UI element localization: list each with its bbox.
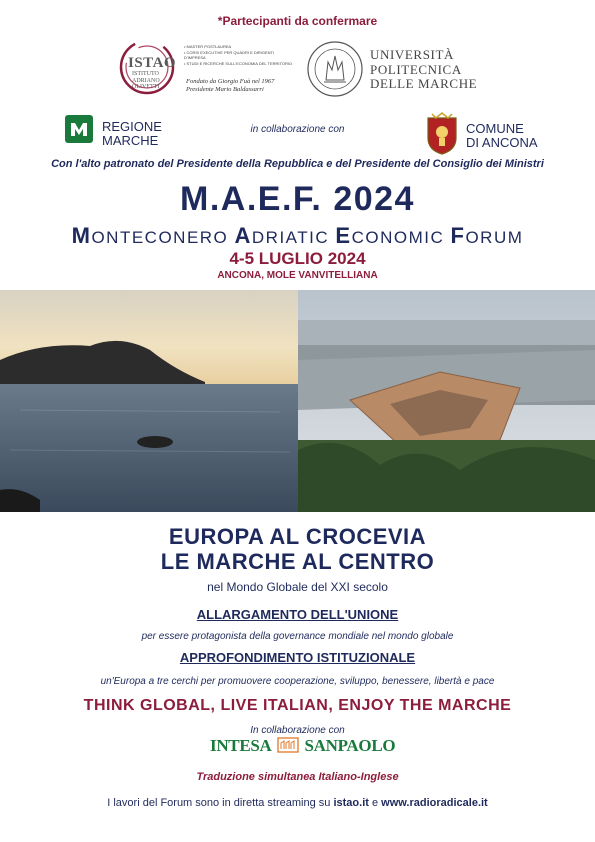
- forum-word: ADRIATIC: [234, 223, 330, 248]
- istao-logo: [118, 38, 293, 100]
- intesa-sanpaolo-logo: [210, 736, 396, 760]
- theme-2-description: un'Europa a tre cerchi per promuovere cooperazione, sviluppo, benessere, libertà e pace: [100, 676, 495, 687]
- istao-subtitle: [132, 71, 176, 91]
- istao-founder: Fondato da Giorgio Fuà nel 1967: [186, 78, 275, 85]
- istao-name: ISTAO: [128, 55, 177, 71]
- streaming-site-radioradicale[interactable]: www.radioradicale.it: [381, 797, 488, 809]
- istao-activity: • MASTER POSTLAUREA: [184, 44, 232, 49]
- istao-sub-line: ADRIANO: [132, 77, 160, 84]
- streaming-prefix: I lavori del Forum sono in diretta streaming su: [107, 797, 334, 809]
- istao-president: Presidente Mario Baldassarri: [186, 86, 264, 93]
- translation-note: Traduzione simultanea Italiano-Inglese: [196, 771, 399, 783]
- istao-activities: [184, 44, 294, 66]
- theme-1-title: ALLARGAMENTO DELL'UNIONE: [196, 607, 399, 622]
- headline-line-1: EUROPA AL CROCEVIA: [168, 524, 427, 549]
- streaming-info: [0, 797, 595, 809]
- participants-note: *Partecipanti da confermare: [217, 14, 378, 28]
- sponsor-collaboration-label: In collaborazione con: [250, 725, 345, 736]
- hero-photos: [0, 290, 595, 512]
- streaming-conjunction: e: [368, 797, 382, 809]
- regione-line: MARCHE: [102, 133, 159, 148]
- monte-conero-sunset-photo: [0, 290, 298, 512]
- university-line: DELLE MARCHE: [370, 76, 478, 91]
- sponsor-name-left: INTESA: [210, 736, 271, 755]
- headline-subtitle: nel Mondo Globale del XXI secolo: [207, 580, 388, 594]
- comune-line: DI ANCONA: [466, 135, 538, 150]
- comune-line: COMUNE: [466, 121, 524, 136]
- istao-founded: [186, 78, 296, 94]
- istao-activity: • STUDI E RICERCHE SULL'ECONOMIA DEL TERRITORIO: [184, 60, 293, 66]
- comune-ancona-crest-icon: [424, 112, 460, 156]
- collaboration-label: in collaborazione con: [250, 124, 345, 135]
- sponsor-name-right: SANPAOLO: [304, 736, 396, 755]
- university-line: UNIVERSITÀ: [370, 47, 454, 62]
- headline-line-2: LE MARCHE AL CENTRO: [160, 549, 435, 574]
- university-name: [370, 48, 477, 92]
- intesa-sanpaolo-mark-icon: [277, 737, 299, 753]
- forum-dates: 4-5 LUGLIO 2024: [229, 249, 366, 268]
- regione-line: REGIONE: [102, 119, 162, 134]
- university-line: POLITECNICA: [370, 61, 462, 77]
- mole-vanvitelliana-photo: [298, 290, 595, 512]
- comune-ancona-name: [466, 122, 538, 150]
- forum-word: MONTECONERO: [71, 223, 229, 248]
- theme-1-description: per essere protagonista della governance mondiale nel mondo globale: [141, 631, 454, 642]
- forum-full-name: [0, 223, 595, 249]
- forum-word: ECONOMIC: [335, 223, 445, 248]
- forum-venue: ANCONA, MOLE VANVITELLIANA: [217, 270, 378, 281]
- istao-activity: • CORSI EXECUTIVE PER QUADRI E DIRIGENTI D'IMPRESA: [184, 49, 275, 60]
- streaming-site-istao[interactable]: istao.it: [333, 797, 369, 809]
- istao-sub-line: ISTITUTO: [132, 71, 159, 77]
- istao-sub-line: OLIVETTI: [132, 84, 160, 90]
- theme-2-title: APPROFONDIMENTO ISTITUZIONALE: [179, 650, 416, 665]
- patronage-text: Con l'alto patronato del Presidente della Repubblica e del Presidente del Consiglio dei Ministri: [51, 158, 544, 170]
- forum-word: FORUM: [450, 223, 524, 248]
- slogan: THINK GLOBAL, LIVE ITALIAN, ENJOY THE MARCHE: [83, 697, 512, 714]
- forum-title: M.A.E.F. 2024: [180, 180, 415, 218]
- univpm-seal-icon: [306, 40, 364, 98]
